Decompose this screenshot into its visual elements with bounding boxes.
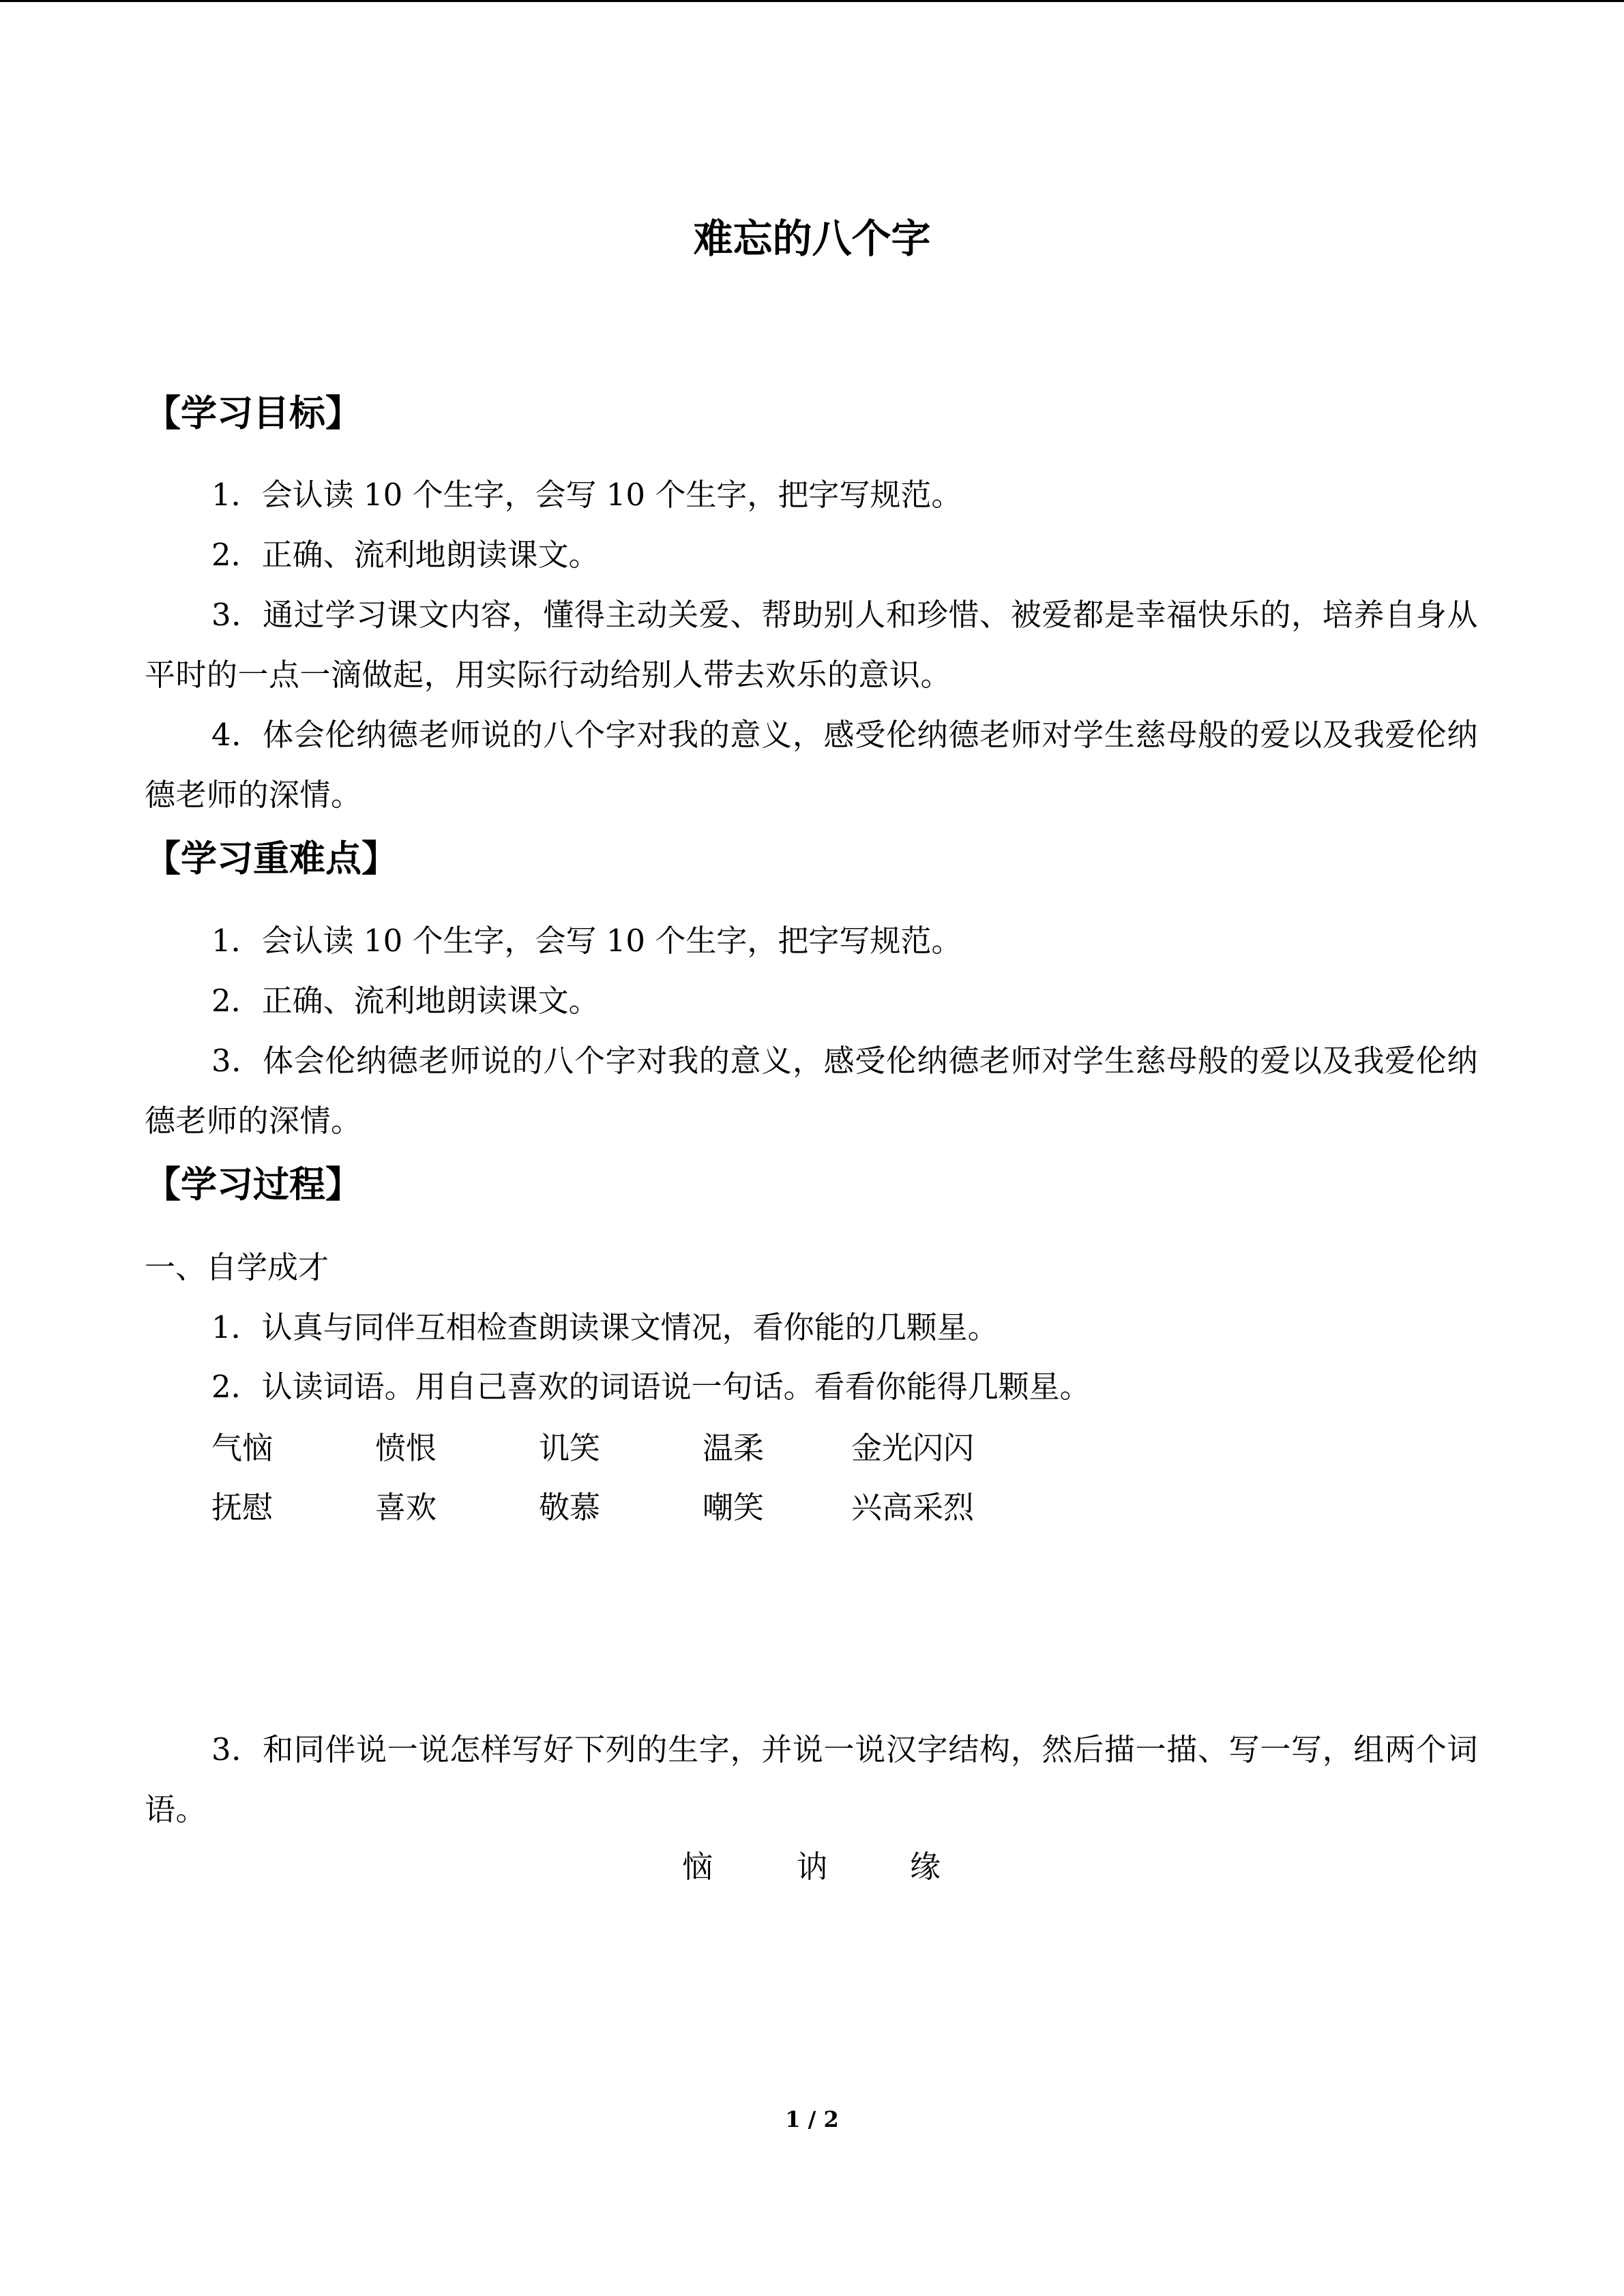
- section-heading-goals: 【学习目标】: [145, 393, 361, 434]
- vocab-word: 喜欢: [375, 1489, 437, 1525]
- process-item-1: 1．认真与同伴互相检查朗读课文情况，看你能的几颗星。: [211, 1309, 999, 1345]
- process-item-3: 3．和同伴说一说怎样写好下列的生字，并说一说汉字结构，然后描一描、写一写，组两个词语。: [145, 1731, 1478, 1828]
- key-point-item-3: 3．体会伦纳德老师说的八个字对我的意义，感受伦纳德老师对学生慈母般的爱以及我爱伦纳德老师的深情。: [145, 1043, 1478, 1139]
- vocab-word: 敬慕: [539, 1489, 601, 1525]
- subsection-self-study: 一、自学成才: [145, 1249, 329, 1285]
- practice-character: 讷: [797, 1849, 828, 1885]
- goal-item-2: 2．正确、流利地朗读课文。: [211, 537, 600, 573]
- practice-character: 缘: [910, 1849, 941, 1885]
- vocab-word: 愤恨: [375, 1430, 437, 1466]
- vocab-word: 兴高采烈: [851, 1489, 975, 1525]
- key-point-item-2: 2．正确、流利地朗读课文。: [211, 983, 600, 1019]
- vocab-word: 嘲笑: [703, 1489, 765, 1525]
- vocab-word: 温柔: [703, 1430, 765, 1466]
- page-title: 难忘的八个字: [693, 215, 931, 262]
- key-point-item-1: 1．会认读 10 个生字，会写 10 个生字，把字写规范。: [211, 923, 962, 959]
- vocab-word: 讥笑: [539, 1430, 601, 1466]
- practice-character: 恼: [682, 1849, 713, 1885]
- page-number: 1 / 2: [785, 2106, 839, 2132]
- goal-item-3: 3．通过学习课文内容，懂得主动关爱、帮助别人和珍惜、被爱都是幸福快乐的，培养自身从平时的一点一滴做起，用实际行动给别人带去欢乐的意识。: [145, 597, 1478, 693]
- top-border-rule: [0, 0, 1624, 2]
- vocab-word: 抚慰: [211, 1489, 274, 1525]
- vocab-word: 气恼: [211, 1430, 274, 1466]
- process-item-2: 2．认读词语。用自己喜欢的词语说一句话。看看你能得几颗星。: [211, 1369, 1091, 1405]
- section-heading-key-points: 【学习重难点】: [145, 838, 398, 880]
- section-heading-process: 【学习过程】: [145, 1164, 361, 1206]
- goal-item-1: 1．会认读 10 个生字，会写 10 个生字，把字写规范。: [211, 477, 962, 513]
- vocab-word: 金光闪闪: [851, 1430, 975, 1466]
- goal-item-4: 4．体会伦纳德老师说的八个字对我的意义，感受伦纳德老师对学生慈母般的爱以及我爱伦纳德老师的深情。: [145, 717, 1478, 813]
